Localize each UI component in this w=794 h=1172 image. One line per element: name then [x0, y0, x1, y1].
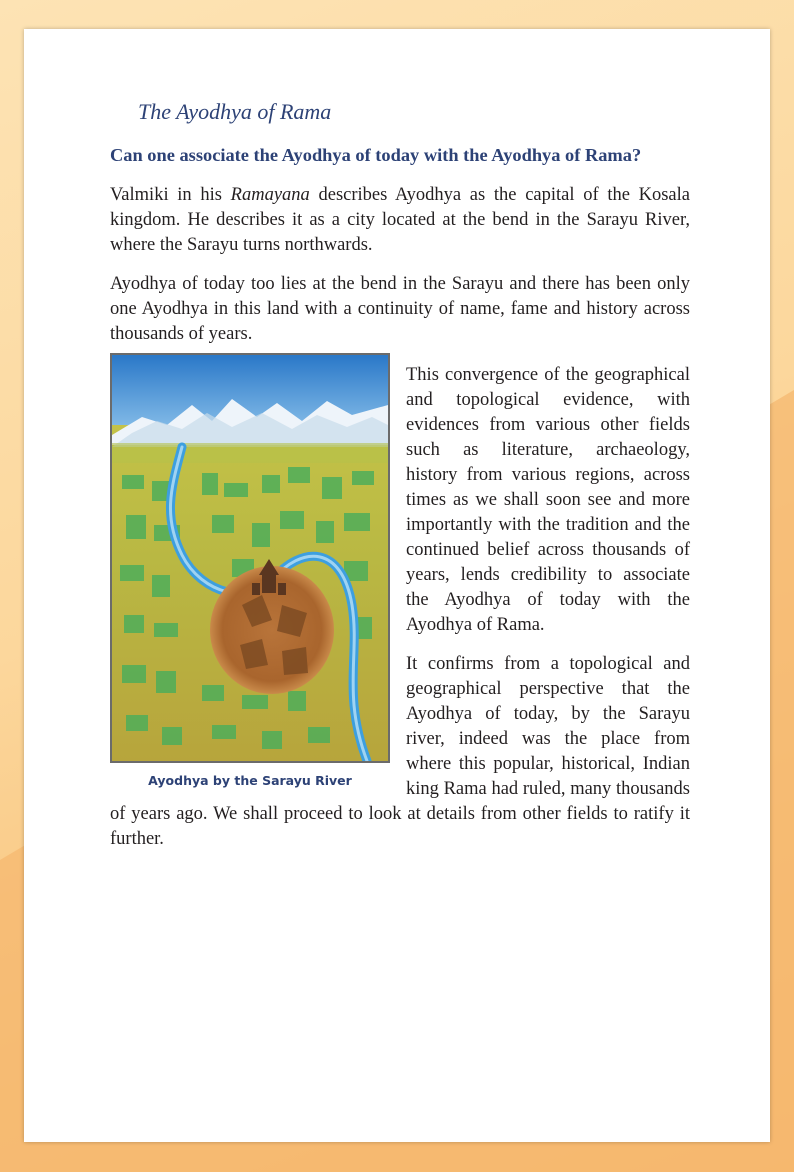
- section-title: The Ayodhya of Rama: [138, 99, 332, 124]
- figure: [110, 353, 390, 788]
- ramayana-title: Ramayana: [230, 185, 310, 205]
- paragraph-convergence: This convergence of the geographical and topological evidence, with evidences from various other fields such as literature, archaeology, history from various regions, across times as we shall soon see and more importantly with the tradition and the continued belief across thousands of years, lends credibility to associate the Ayodhya of today with the Ayodhya of Rama.: [406, 365, 690, 635]
- paragraph-valmiki: Valmiki in his Ramayana describes Ayodhya as the capital of the Kosala kingdom. He describes it as a city located at the bend in the Sarayu River, where the Sarayu turns northwards.: [110, 185, 690, 255]
- page: [24, 29, 770, 1142]
- page-content: [110, 99, 690, 852]
- question-heading: Can one associate the Ayodhya of today with the Ayodhya of Rama?: [110, 145, 642, 165]
- paragraph-confirms: It confirms from a topological and geographical perspective that the Ayodhya of today, by the Sarayu river, indeed was the place from where this popular, historical, Indian king Rama had ruled, many thousands of years ago. We shall proceed to look at details from other fields to ratify it further.: [110, 654, 690, 849]
- ayodhya-map-illustration: [110, 353, 390, 763]
- paragraph-ayodhya-today: Ayodhya of today too lies at the bend in the Sarayu and there has been only one Ayodhya in this land with a continuity of name, fame and history across thousands of years.: [110, 274, 690, 344]
- figure-caption: Ayodhya by the Sarayu River: [148, 773, 352, 788]
